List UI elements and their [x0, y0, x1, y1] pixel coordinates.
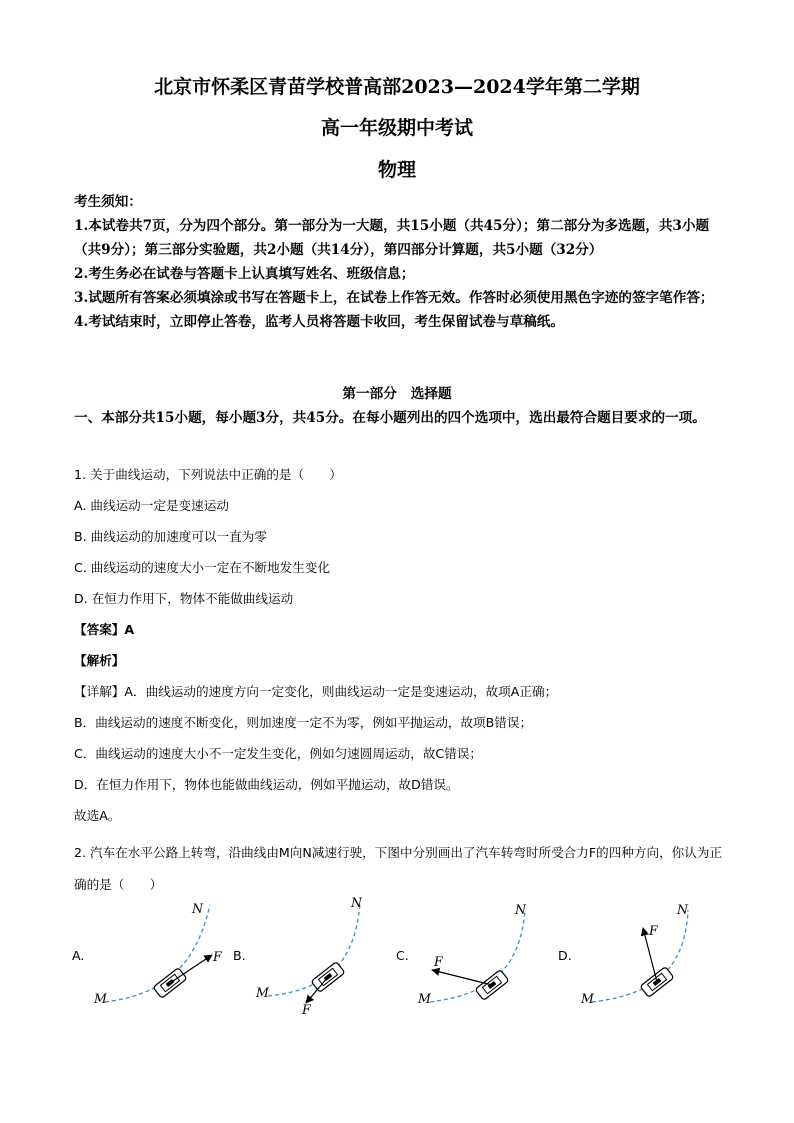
candidate-notes	[74, 190, 726, 334]
exam-subtitle: 高一年级期中考试	[320, 117, 473, 139]
option-letter-c: C.	[396, 948, 409, 963]
option-c: C. 曲线运动的速度大小一定在不断地发生变化	[74, 560, 331, 575]
question-stem: 2. 汽车在水平公路上转弯，沿曲线由M向N减速行驶，下图中分别画出了汽车转弯时所受合力F的四种方向，你认为正确的是（ ）	[74, 845, 723, 892]
option-letter-a: A.	[72, 948, 85, 963]
force-label: F	[649, 923, 658, 938]
explanation-line: 【详解】A．曲线运动的速度方向一定变化，则曲线运动一定是变速运动，故项A正确；	[74, 684, 558, 699]
part-heading	[0, 382, 794, 402]
instruction-text: 一、本部分共15小题，每小题3分，共45分。在每小题列出的四个选项中，选出最符合题目要求的一项。	[74, 410, 706, 426]
explanation-line: C．曲线运动的速度大小不一定发生变化，例如匀速圆周运动，故C错误；	[74, 746, 482, 761]
point-n-label: N	[351, 895, 363, 910]
subject-title: 物理	[377, 159, 416, 181]
option-a-diagram	[105, 905, 212, 1002]
part-name: 选择题	[410, 386, 452, 402]
option-letter-b: B.	[233, 948, 246, 963]
explanation-line: 故选A。	[74, 808, 121, 823]
point-m-label: M	[418, 991, 431, 1006]
note-item: 4.考试结束时，立即停止答卷，监考人员将答题卡收回，考生保留试卷与草稿纸。	[74, 314, 564, 330]
exam-title: 北京市怀柔区青苗学校普高部2023—2024学年第二学期	[154, 76, 640, 98]
question-1	[74, 465, 734, 837]
force-label: F	[213, 949, 222, 964]
explanation-line: B．曲线运动的速度不断变化，则加速度一定不为零，例如平抛运动，故项B错误；	[74, 715, 533, 730]
option-letter-d: D.	[558, 948, 572, 963]
section-instruction	[74, 406, 726, 430]
option-b: B. 曲线运动的加速度可以一直为零	[74, 529, 267, 544]
part-label: 第一部分	[342, 386, 397, 402]
point-m-label: M	[256, 985, 269, 1000]
notes-heading: 考生须知：	[74, 194, 142, 210]
analysis-label: 【解析】	[74, 653, 125, 668]
point-m-label: M	[94, 991, 107, 1006]
option-c-diagram	[430, 910, 525, 1002]
point-m-label: M	[581, 991, 594, 1006]
question-stem: 1. 关于曲线运动，下列说法中正确的是（ ）	[74, 467, 342, 482]
option-d: D. 在恒力作用下，物体不能做曲线运动	[74, 591, 294, 606]
option-d-diagram	[592, 910, 688, 1002]
force-label: F	[302, 1002, 311, 1017]
force-arrow	[432, 970, 492, 985]
explanation-line: D．在恒力作用下，物体也能做曲线运动，例如平抛运动，故D错误。	[74, 777, 459, 792]
q2-figure	[60, 895, 740, 1025]
note-item: 2.考生务必在试卷与答题卡上认真填写姓名、班级信息；	[74, 266, 415, 282]
answer-line: 【答案】A	[74, 622, 135, 637]
note-item: 1.本试卷共7页，分为四个部分。第一部分为一大题，共15小题（共45分）；第二部分为多选题，共3小题（共9分）；第三部分实验题，共2小题（共14分），第四部分计算题，共5小题（32分）	[74, 218, 710, 258]
curve-path	[592, 910, 688, 1002]
force-label: F	[434, 954, 443, 969]
point-n-label: N	[515, 902, 527, 917]
option-a: A. 曲线运动一定是变速运动	[74, 498, 229, 513]
point-n-label: N	[192, 901, 204, 916]
option-b-diagram	[268, 903, 360, 1003]
note-item: 3.试题所有答案必须填涂或书写在答题卡上，在试卷上作答无效。作答时必须使用黑色字迹的签字笔作答；	[74, 290, 714, 306]
point-n-label: N	[677, 902, 689, 917]
